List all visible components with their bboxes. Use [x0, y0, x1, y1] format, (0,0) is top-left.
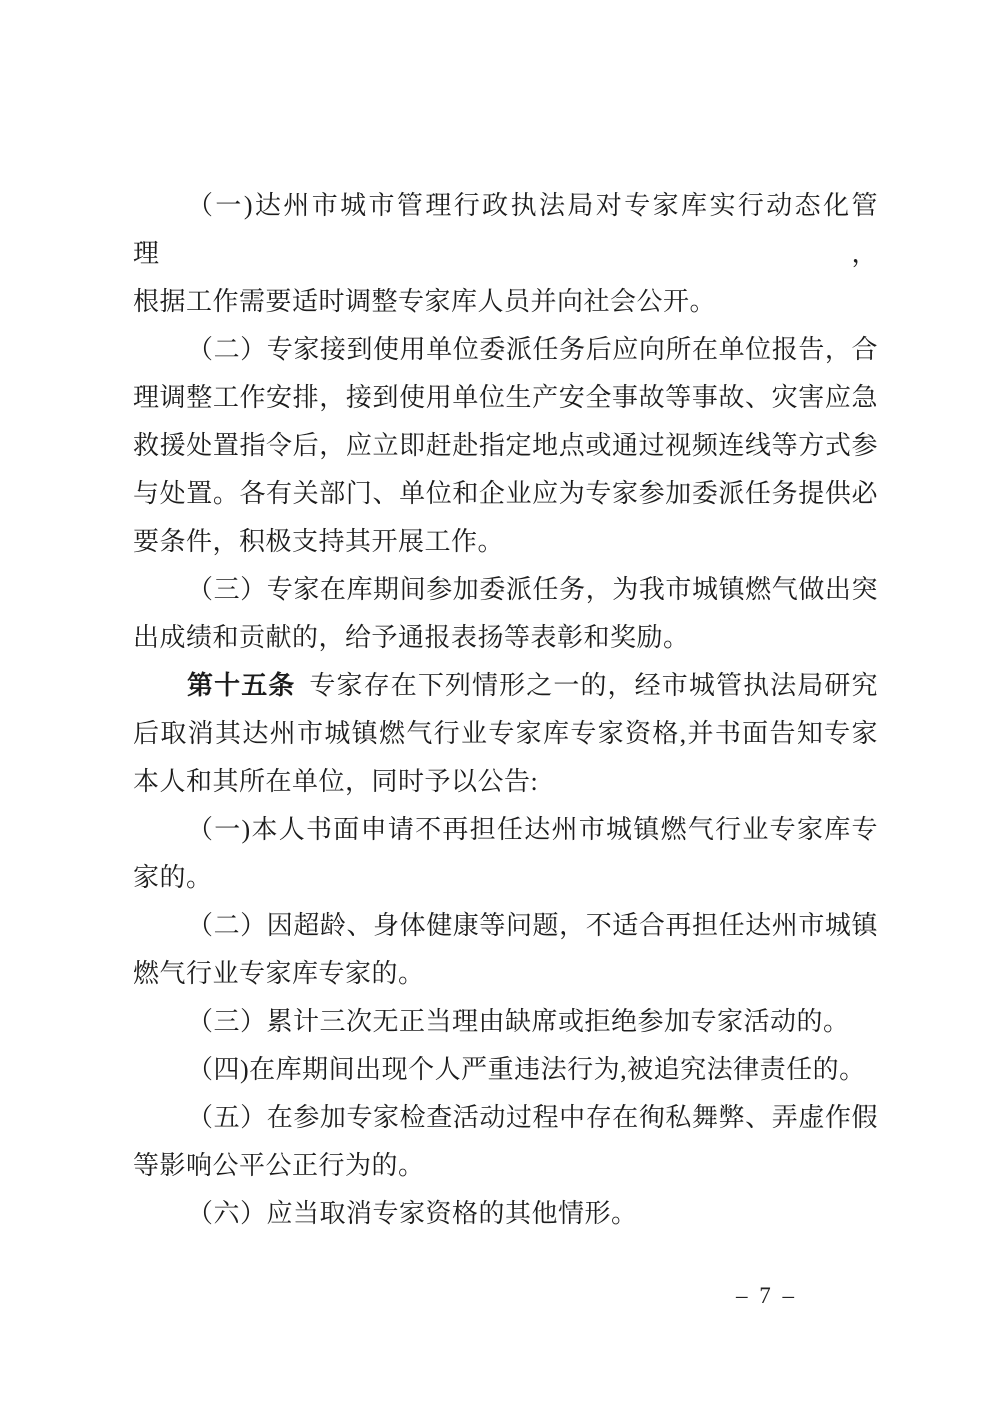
text-line: 要条件，积极支持其开展工作。: [133, 527, 505, 556]
document-body: [133, 182, 878, 1238]
text-line: 燃气行业专家库专家的。: [133, 959, 425, 988]
text-line: （三）专家在库期间参加委派任务，为我市城镇燃气做出突: [187, 575, 878, 604]
text-line: 等影响公平公正行为的。: [133, 1151, 425, 1180]
text-line: （二）因超龄、身体健康等问题，不适合再担任达州市城镇: [187, 911, 878, 940]
text-line: （二）专家接到使用单位委派任务后应向所在单位报告，合: [187, 335, 878, 364]
article-text: 专家存在下列情形之一的，经市城管执法局研究: [309, 671, 878, 700]
text-line: （六）应当取消专家资格的其他情形。: [187, 1199, 638, 1228]
text-line: （五）在参加专家检查活动过程中存在徇私舞弊、弄虚作假: [187, 1103, 878, 1132]
text-line: 家的。: [133, 863, 213, 892]
text-line: （三）累计三次无正当理由缺席或拒绝参加专家活动的。: [187, 1007, 850, 1036]
text-line: 根据工作需要适时调整专家库人员并向社会公开。: [133, 287, 717, 316]
text-line: （四)在库期间出现个人严重违法行为,被追究法律责任的。: [187, 1055, 866, 1084]
page-number: – 7 –: [736, 1283, 797, 1308]
text-line: （一)本人书面申请不再担任达州市城镇燃气行业专家库专: [187, 815, 878, 844]
text-line: （一)达州市城市管理行政执法局对专家库实行动态化管理，: [133, 191, 878, 268]
article-number: 第十五条: [187, 671, 296, 700]
text-line: [133, 662, 878, 710]
text-line: 本人和其所在单位，同时予以公告:: [133, 767, 539, 796]
text-line: 后取消其达州市城镇燃气行业专家库专家资格,并书面告知专家: [133, 719, 878, 748]
text-line: 与处置。各有关部门、单位和企业应为专家参加委派任务提供必: [133, 479, 878, 508]
text-line: 理调整工作安排，接到使用单位生产安全事故等事故、灾害应急: [133, 383, 878, 412]
text-line: 救援处置指令后，应立即赶赴指定地点或通过视频连线等方式参: [133, 431, 878, 460]
text-line: 出成绩和贡献的，给予通报表扬等表彰和奖励。: [133, 623, 690, 652]
